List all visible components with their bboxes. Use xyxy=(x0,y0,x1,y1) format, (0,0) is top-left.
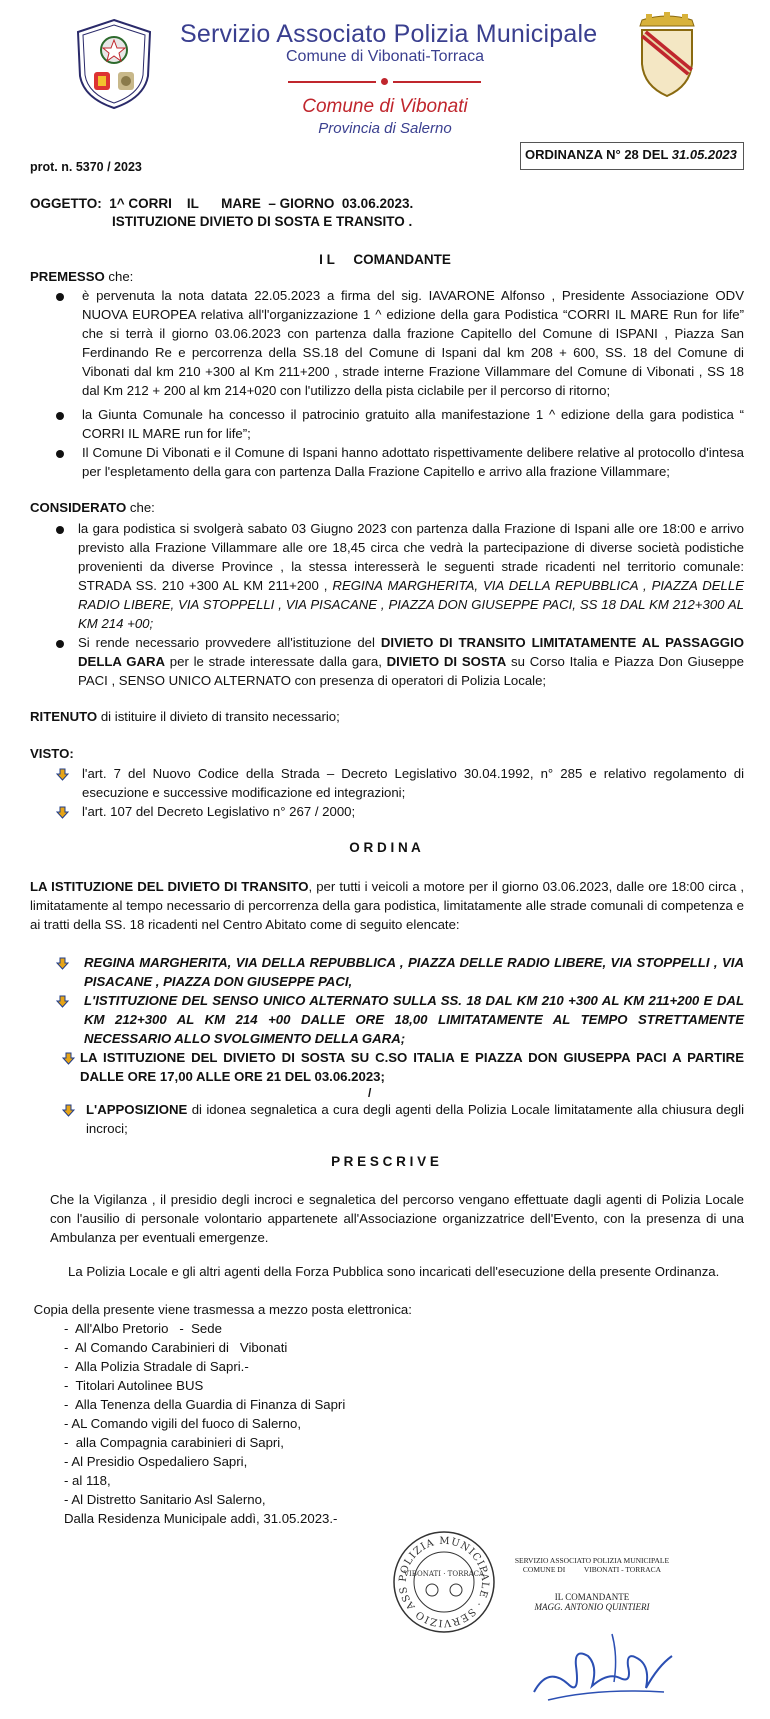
sig-line1: SERVIZIO ASSOCIATO POLIZIA MUNICIPALE xyxy=(514,1556,670,1565)
header-provincia: Provincia di Salerno xyxy=(318,120,452,137)
police-stamp xyxy=(392,1530,496,1634)
oggetto-line2: ISTITUZIONE DIVIETO DI SOSTA E TRANSITO . xyxy=(112,214,413,229)
sig-line3: IL COMANDANTE xyxy=(554,1592,630,1602)
premesso-suffix: che: xyxy=(104,269,134,284)
sig-line2: COMUNE DI VIBONATI - TORRACA xyxy=(522,1565,662,1574)
considerato-label xyxy=(30,500,155,515)
considerato-item-2 xyxy=(78,633,744,690)
recipient: - All'Albo Pretorio - Sede xyxy=(64,1321,222,1336)
ordina-item-2: L'ISTITUZIONE DEL SENSO UNICO ALTERNATO SULLA SS. 18 DAL KM 210 +300 AL KM 211+200 E DAL KM 212+300 AL KM 214 +00 DALLE ORE 18,00 LIMITATAMENTE AL TEMPO STRETTAMENTE NECESSARIO ALLO SVOLGIMENTO DELLA GARA; xyxy=(84,993,744,1046)
considerato-item-2-d: DIVIETO DI SOSTA xyxy=(386,654,507,669)
considerato-item-1-streets: REGINA MARGHERITA, VIA DELLA REPUBBLICA , PIAZZA DELLE RADIO LIBERE, VIA STOPPELLI , VIA PISACANE , PIAZZA DON GIUSEPPE PACI, SS 18 DAL KM 212+300 AL KM 214 +00; xyxy=(78,578,744,631)
protocol-number: prot. n. 5370 / 2023 xyxy=(30,160,142,174)
ordinanza-date: 31.05.2023 xyxy=(671,147,737,162)
stamp-inner-text: VIBONATI · TORRACA xyxy=(403,1570,485,1578)
arrow-bullet-icon xyxy=(56,768,69,781)
visto-label: VISTO: xyxy=(30,746,74,761)
considerato-item-2-e: su Corso Italia e Piazza Don Giuseppe PACI , SENSO UNICO ALTERNATO con presenza di operatori di Polizia Locale; xyxy=(78,654,744,688)
recipient: - al 118, xyxy=(64,1473,111,1488)
svg-text:POLIZIA MUNICIPALE · SERVIZI xyxy=(392,1530,490,1628)
recipient: - alla Compagnia carabinieri di Sapri, xyxy=(64,1435,284,1450)
ritenuto xyxy=(30,709,340,724)
apposizione-text: di idonea segnaletica a cura degli agenti della Polizia Locale limitatamente alla chiusura degli incroci; xyxy=(86,1102,744,1136)
bullet xyxy=(56,450,64,458)
arrow-bullet-icon xyxy=(62,1104,75,1117)
sig-line4: MAGG. ANTONIO QUINTIERI xyxy=(534,1602,650,1612)
ordina-apposizione xyxy=(86,1100,744,1138)
closing-line: Dalla Residenza Municipale addì, 31.05.2023.- xyxy=(64,1511,338,1526)
arrow-bullet-icon xyxy=(56,806,69,819)
comandante-heading: I L COMANDANTE xyxy=(319,252,451,267)
arrow-bullet-icon xyxy=(56,957,69,970)
premesso-item-1: è pervenuta la nota datata 22.05.2023 a firma del sig. IAVARONE Alfonso , Presidente Associazione ODV NUOVA EUROPEA relativa all'l'organizzazione 1 ^ edizione della gara Podistica “CORRI IL MARE Run for life” che si terrà il giorno 03.06.2023 con partenza dalla frazione Capitello del Comune di ISPANI , Piazza San Ferdinando Re e percorrenza della SS.18 del Comune di Ispani dal km 208 + 600, SS. 18 del Comune di Vibonati dal km 210 +300 al Km 211+200 , strade interne Frazione Villammare del Comune di Vibonati , SS 18 dal Km 212 + 200 al km 214+020 con l'utilizzo della pista ciclabile per il percorso di ritorno; xyxy=(82,288,744,398)
header-subtitle: Comune di Vibonati-Torraca xyxy=(285,48,485,65)
considerato-item-1-text: la gara podistica si svolgerà sabato 03 Giugno 2023 con partenza dalla Frazione di Ispani alle ore 18:00 e arrivo previsto alla Frazione Villammare alle ore 18,45 circa che vedrà la partecipazione di diverse società podistiche provenienti da diverse Province , la stessa interesserà le seguenti strade ricadenti nel territorio comunale: STRADA SS. 210 +300 AL KM 211+200 , xyxy=(78,521,744,593)
header-divider-left xyxy=(288,81,376,83)
ordinanza-label: ORDINANZA N° 28 DEL xyxy=(525,147,672,162)
recipient: - Al Comando Carabinieri di Vibonati xyxy=(64,1340,288,1355)
arrow-bullet-icon xyxy=(56,995,69,1008)
recipient: - Al Presidio Ospedaliero Sapri, xyxy=(64,1454,248,1469)
premesso-keyword: PREMESSO xyxy=(30,269,105,284)
premesso-label xyxy=(30,269,133,284)
prescrive-para-1: Che la Vigilanza , il presidio degli incroci e segnaletica del percorso vengano effettuate dagli agenti di Polizia Locale con l'ausilio di personale volontario appartenete all'Associazione organizzatrice dell'Evento, con la presenza di una Ambulanza per eventuali emergenze. xyxy=(50,1192,744,1245)
recipients-list xyxy=(64,1319,345,1528)
ordina-item-1: REGINA MARGHERITA, VIA DELLA REPUBBLICA , PIAZZA DELLE RADIO LIBERE, VIA STOPPELLI , VIA PISACANE , PIAZZA DON GIUSEPPE PACI, xyxy=(84,955,744,989)
oggetto-line1: OGGETTO: 1^ CORRI IL MARE – GIORNO 03.06.2023. xyxy=(30,196,414,211)
ordina-lead-text: , per tutti i veicoli a motore per il giorno 03.06.2023, dalle ore 18:00 circa , limitatamente al tempo necessario di percorrenza della gara podistica, limitatamente alle strade comunali di competenza e ai tratti della SS. 18 ricadenti nel Centro Abitato come di seguito elencate: xyxy=(30,879,744,932)
considerato-item-2-b: DIVIETO DI TRANSITO LIMITATAMENTE AL PASSAGGIO DELLA GARA xyxy=(78,635,744,669)
handwritten-signature xyxy=(528,1626,678,1706)
recipient: - Alla Tenenza della Guardia di Finanza di Sapri xyxy=(64,1397,346,1412)
recipient: - AL Comando vigili del fuoco di Salerno, xyxy=(64,1416,302,1431)
recipient: - Alla Polizia Stradale di Sapri.- xyxy=(64,1359,249,1374)
ordina-item-3: LA ISTITUZIONE DEL DIVIETO DI SOSTA SU C.SO ITALIA E PIAZZA DON GIUSEPPA PACI A PARTIRE DALLE ORE 17,00 ALLE ORE 21 DEL 03.06.2023; xyxy=(80,1050,744,1084)
bullet xyxy=(56,412,64,420)
visto-item-2: l'art. 107 del Decreto Legislativo n° 267 / 2000; xyxy=(82,804,356,819)
considerato-item-2-c: per le strade interessate dalla gara, xyxy=(165,654,387,669)
copia-line: Copia della presente viene trasmessa a mezzo posta elettronica: xyxy=(30,1302,412,1317)
considerato-item-2-a: Si rende necessario provvedere all'istituzione del xyxy=(78,635,381,650)
visto-item-1: l'art. 7 del Nuovo Codice della Strada – Decreto Legislativo 30.04.1992, n° 285 e relativo regolamento di esecuzione e successive modificazione ed integrazioni; xyxy=(82,766,744,800)
ordina-slash: / xyxy=(368,1086,372,1100)
considerato-item-1 xyxy=(78,519,744,633)
header-divider-right xyxy=(393,81,481,83)
ordina-lead xyxy=(30,877,744,934)
considerato-suffix: che: xyxy=(126,500,155,515)
bullet xyxy=(56,293,64,301)
prescrive-para-2: La Polizia Locale e gli altri agenti della Forza Pubblica sono incaricati dell'esecuzione della presente Ordinanza. xyxy=(68,1264,720,1279)
premesso-item-3: Il Comune Di Vibonati e il Comune di Ispani hanno adottato rispettivamente delibere relative al protocollo d'intesa per l'espletamento della gara con partenza Dalla Frazione Capitello e arrivo alla frazione Villammare; xyxy=(82,445,744,479)
recipient: - Titolari Autolinee BUS xyxy=(64,1378,204,1393)
bullet xyxy=(56,526,64,534)
bullet xyxy=(56,640,64,648)
ordinanza-box xyxy=(520,142,744,170)
apposizione-bold: L'APPOSIZIONE xyxy=(86,1102,188,1117)
sig-emblem xyxy=(512,1574,672,1592)
header-divider-dot xyxy=(381,78,388,85)
arrow-bullet-icon xyxy=(62,1052,75,1065)
premesso-item-2: la Giunta Comunale ha concesso il patrocinio gratuito alla manifestazione 1 ^ edizione della gara podistica “ CORRI IL MARE run for life”; xyxy=(82,407,744,441)
ordina-heading: O R D I N A xyxy=(349,840,421,855)
ritenuto-text: di istituire il divieto di transito necessario; xyxy=(97,709,340,724)
prescrive-heading: P R E S C R I V E xyxy=(331,1154,439,1169)
recipient: - Al Distretto Sanitario Asl Salerno, xyxy=(64,1492,266,1507)
stamp-ring-text: POLIZIA MUNICIPALE · SERVIZIO ASS xyxy=(397,1535,491,1629)
considerato-keyword: CONSIDERATO xyxy=(30,500,127,515)
header-title: Servizio Associato Polizia Municipale xyxy=(180,20,598,48)
ritenuto-keyword: RITENUTO xyxy=(30,709,98,724)
signature-block xyxy=(512,1556,672,1612)
ordina-lead-bold: LA ISTITUZIONE DEL DIVIETO DI TRANSITO xyxy=(30,879,309,894)
header-comune: Comune di Vibonati xyxy=(302,96,468,117)
